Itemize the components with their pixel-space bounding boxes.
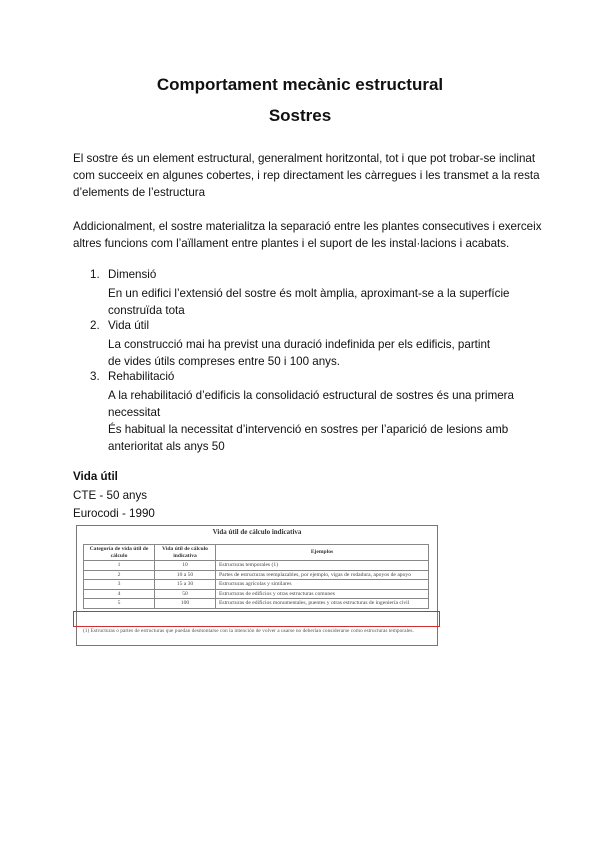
text-line: construïda tota	[108, 304, 185, 317]
data-table	[83, 544, 429, 609]
table-row	[84, 570, 429, 580]
table-cell: 100	[155, 599, 216, 609]
table-row-highlighted	[84, 589, 429, 599]
list-number: 2.	[90, 319, 100, 332]
table-cell: 3	[84, 580, 155, 590]
table-cell: 5	[84, 599, 155, 609]
text-line: Addicionalment, el sostre materialitza la separació entre les plantes consecutives i exerceix	[73, 220, 542, 233]
text-line: d’elements de l’estructura	[73, 186, 206, 199]
highlight-annotation	[73, 611, 440, 627]
table-cell: 15 a 30	[155, 580, 216, 590]
table-cell: 10 a 50	[155, 570, 216, 580]
list-item-title: Rehabilitació	[108, 370, 175, 383]
text-line: de vides útils compreses entre 50 i 100 anys.	[108, 355, 340, 368]
text-line: Eurocodi - 1990	[73, 507, 155, 520]
table-caption: Vida útil de cálculo indicativa	[212, 528, 302, 536]
text-line: A la rehabilitació d’edificis la consolidació estructural de sostres és una primera	[108, 389, 514, 402]
table-row	[84, 561, 429, 571]
table-cell: Estructuras de edificios y otras estructuras comunes	[216, 589, 429, 599]
list-item-title: Dimensió	[108, 268, 157, 281]
text-line: altres funcions com l’aïllament entre plantes i el suport de les instal·lacions i acabats.	[73, 237, 510, 250]
list-item-title: Vida útil	[108, 319, 150, 332]
table-cell: 4	[84, 589, 155, 599]
table-footnote: (1) Estructuras o partes de estructuras que puedan desmontarse con la intención de volver a usarse no deberían considerarse como estructuras temporales.	[83, 628, 414, 634]
text-line: anterioritat als anys 50	[108, 440, 225, 453]
column-header: Categoría de vida útil de cálculo	[84, 545, 155, 561]
text-line: com succeeix en algunes cobertes, i rep directament les càrregues i les transmet a la resta	[73, 169, 540, 182]
text-line: La construcció mai ha previst una duració indefinida per els edificis, partint	[108, 338, 491, 351]
text-line: El sostre és un element estructural, generalment horitzontal, tot i que pot trobar-se inclinat	[73, 152, 536, 165]
text-line: necessitat	[108, 406, 161, 419]
list-item-body	[108, 285, 528, 319]
column-header: Ejemplos	[216, 545, 429, 561]
table-cell: Estructuras temporales (1)	[216, 561, 429, 571]
text-line: CTE - 50 anys	[73, 489, 148, 502]
intro-paragraph-2	[73, 218, 543, 252]
page-subtitle: Sostres	[268, 106, 332, 125]
table-row	[84, 599, 429, 609]
table-cell: Partes de estructuras reemplazables, por ejemplo, vigas de rodadura, apoyos de apoyo	[216, 570, 429, 580]
column-header: Vida útil de cálculo indicativa	[155, 545, 216, 561]
text-line: És habitual la necessitat d’intervenció en sostres per l’aparició de lesions amb	[108, 423, 509, 436]
list-item-body	[108, 387, 528, 455]
page-title: Comportament mecànic estructural	[156, 75, 444, 94]
table-header-row	[84, 545, 429, 561]
table-row	[84, 580, 429, 590]
list-item-body	[108, 336, 528, 370]
list-number: 1.	[90, 268, 100, 281]
table-cell: 1	[84, 561, 155, 571]
table-cell: Estructuras agrícolas y similares	[216, 580, 429, 590]
list-number: 3.	[90, 370, 100, 383]
table-cell: 10	[155, 561, 216, 571]
section-heading: Vida útil	[73, 470, 118, 483]
table-cell: 2	[84, 570, 155, 580]
intro-paragraph-1	[73, 150, 543, 201]
text-line: En un edifici l’extensió del sostre és molt àmplia, aproximant-se a la superfície	[108, 287, 510, 300]
table-cell: 50	[155, 589, 216, 599]
scanned-table-image	[76, 525, 438, 646]
table-cell: Estructuras de edificios monumentales, puentes y otras estructuras de ingeniería civil	[216, 599, 429, 609]
